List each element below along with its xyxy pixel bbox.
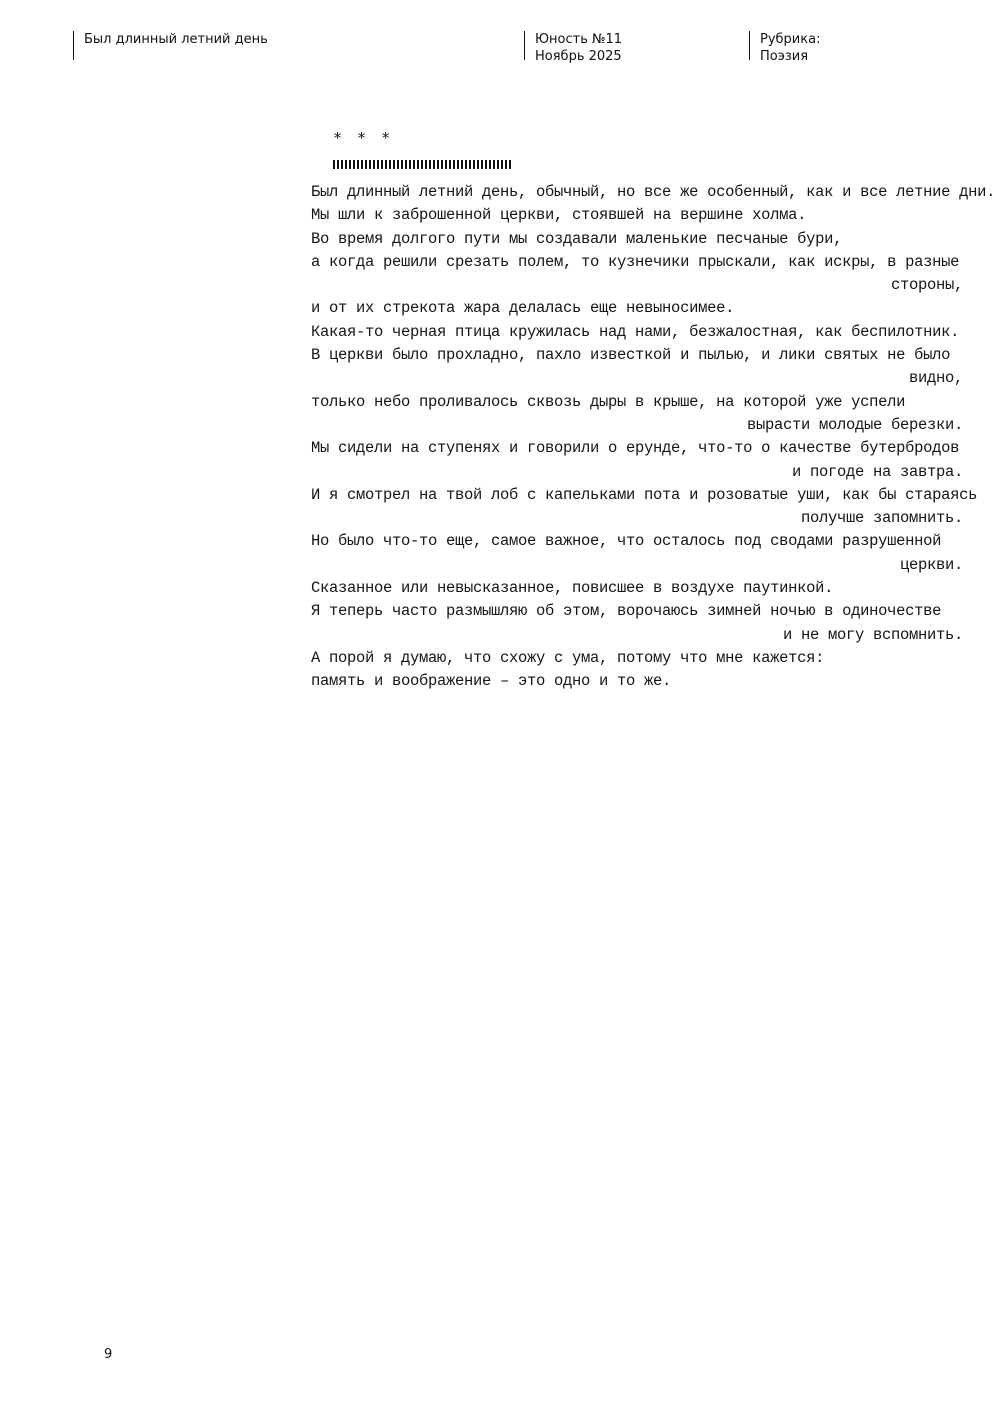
rubric-value: Поэзия <box>760 49 809 64</box>
poem-line: И я смотрел на твой лоб с капельками пота и розоватые уши, как бы стараясь <box>311 485 978 504</box>
poem-line: Мы сидели на ступенях и говорили о ерунде, что-то о качестве бутербродов <box>311 439 960 458</box>
poem-line: Но было что-то еще, самое важное, что осталось под сводами разрушенной <box>311 532 942 551</box>
header-rubric-block <box>749 31 821 64</box>
poem-line-continuation: получше запомнить. <box>800 509 963 528</box>
header-title-block <box>73 31 268 60</box>
poem-line: только небо проливалось сквозь дыры в крыше, на которой уже успели <box>311 392 906 411</box>
poem-stars: * * * <box>333 129 394 147</box>
poem-line-continuation: вырасти молодые березки. <box>746 415 963 434</box>
barcode-divider <box>333 160 513 169</box>
header-issue-block <box>524 31 623 64</box>
page-number: 9 <box>104 1347 113 1362</box>
poem-line: и от их стрекота жара делалась еще невыносимее. <box>311 299 735 318</box>
poem <box>311 128 996 694</box>
poem-line-continuation: церкви. <box>899 555 963 574</box>
issue-date: Ноябрь 2025 <box>535 49 622 64</box>
poem-line: а когда решили срезать полем, то кузнечики прыскали, как искры, в разные <box>311 252 960 271</box>
poem-line: В церкви было прохладно, пахло известкой и пылью, и лики святых не было <box>311 346 951 365</box>
poem-line: Я теперь часто размышляю об этом, ворочаюсь зимней ночью в одиночестве <box>311 602 942 621</box>
poem-line: Был длинный летний день, обычный, но все же особенный, как и все летние дни. <box>311 183 996 201</box>
issue-number: Юность №11 <box>535 32 623 47</box>
poem-line: Сказанное или невысказанное, повисшее в воздухе паутинкой. <box>311 579 834 598</box>
poem-line: Мы шли к заброшенной церкви, стоявшей на вершине холма. <box>311 206 807 225</box>
poem-line-continuation: стороны, <box>890 276 963 295</box>
poem-line: Какая-то черная птица кружилась над нами, безжалостная, как беспилотник. <box>311 322 960 341</box>
poem-line-continuation: видно, <box>908 369 963 388</box>
poem-line-continuation: и не могу вспомнить. <box>782 625 963 644</box>
running-title: Был длинный летний день <box>84 32 268 47</box>
poem-line-continuation: и погоде на завтра. <box>791 462 963 481</box>
poem-line: память и воображение – это одно и то же. <box>311 672 672 691</box>
poem-line: А порой я думаю, что схожу с ума, потому что мне кажется: <box>311 648 825 667</box>
rubric-label: Рубрика: <box>760 32 821 47</box>
poem-lines <box>311 181 996 694</box>
poem-line: Во время долгого пути мы создавали маленькие песчаные бури, <box>311 229 843 248</box>
